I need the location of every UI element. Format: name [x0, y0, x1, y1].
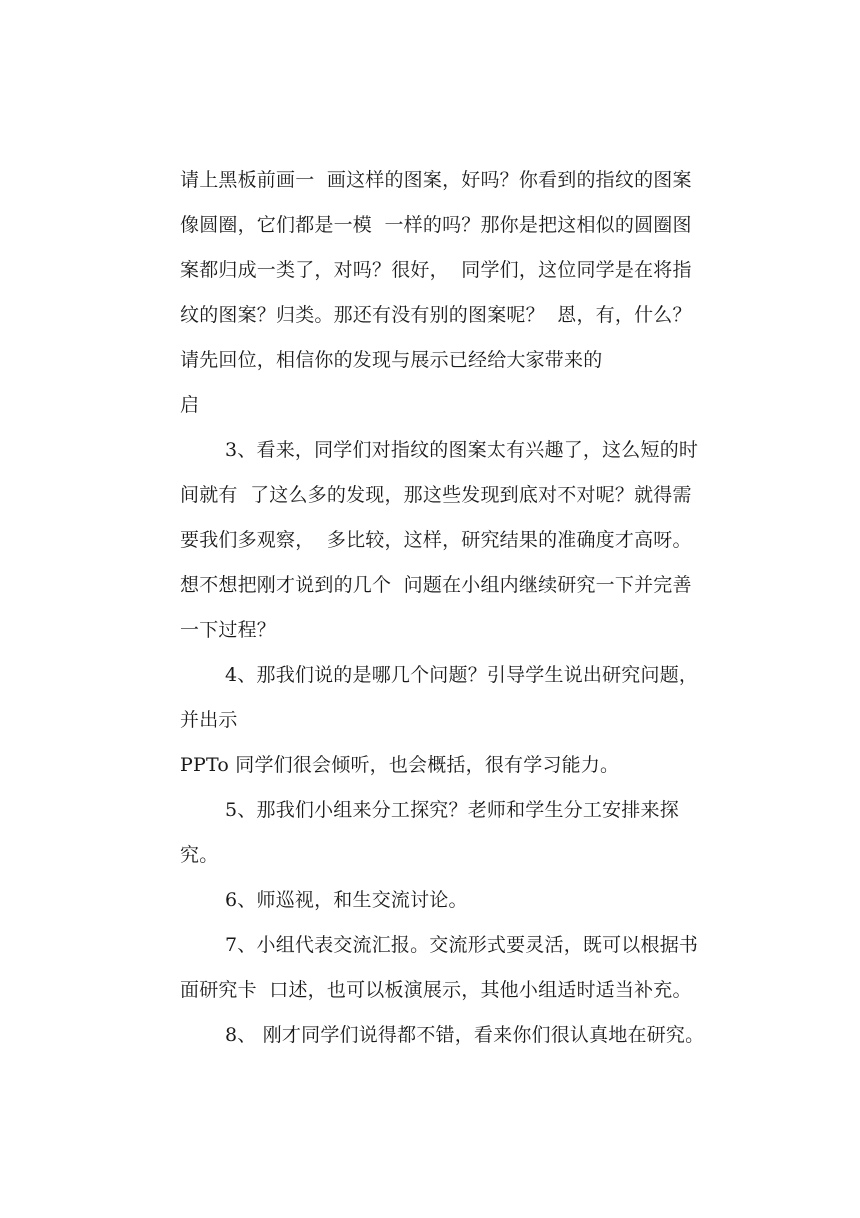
text-line: 6、师巡视，和生交流讨论。 — [225, 889, 468, 911]
text-line: 像圆圈，它们都是一模 一样的吗？那你是把这相似的圆圈图 — [180, 214, 692, 236]
text-line: 想不想把刚才说到的几个 问题在小组内继续研究一下并完善 — [180, 574, 692, 596]
text-line: 要我们多观察， 多比较，这样，研究结果的准确度才高呀。 — [180, 529, 692, 551]
text-line: 面研究卡 口述，也可以板演展示，其他小组适时适当补充。 — [180, 979, 692, 1001]
text-line: 请上黑板前画一 画这样的图案，好吗？你看到的指纹的图案 — [180, 169, 692, 191]
text-line: 请先回位，相信你的发现与展示已经给大家带来的 — [180, 349, 603, 371]
text-line: 究。 — [180, 844, 219, 866]
text-line: 5、那我们小组来分工探究？老师和学生分工安排来探 — [225, 799, 679, 821]
text-line: 间就有 了这么多的发现，那这些发现到底对不对呢？就得需 — [180, 484, 692, 506]
text-line: 启 — [180, 394, 200, 416]
text-line: 纹的图案？归类。那还有没有别的图案呢？ 恩，有，什么？ — [180, 304, 692, 326]
text-line: 并出示 — [180, 709, 238, 731]
text-line: PPTo 同学们很会倾听，也会概括，很有学习能力。 — [180, 754, 620, 776]
text-line: 8、 刚才同学们说得都不错，看来你们很认真地在研究。 — [225, 1024, 705, 1046]
text-line: 一下过程？ — [180, 619, 277, 641]
text-line: 案都归成一类了，对吗？很好， 同学们，这位同学是在将指 — [180, 259, 692, 281]
text-line: 3、看来，同学们对指纹的图案太有兴趣了，这么短的时 — [225, 439, 699, 461]
text-line: 7、小组代表交流汇报。交流形式要灵活，既可以根据书 — [225, 934, 699, 956]
text-line: 4、那我们说的是哪几个问题？引导学生说出研究问题， — [225, 664, 699, 686]
